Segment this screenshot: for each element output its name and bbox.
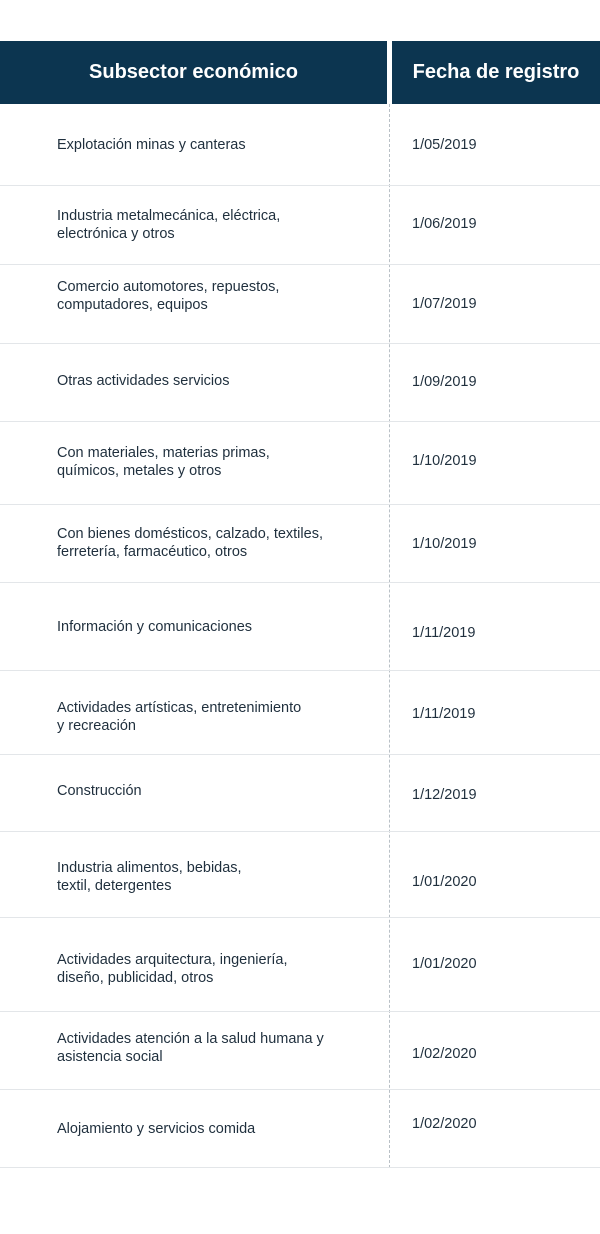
table-row [0, 755, 600, 832]
date-cell: 1/11/2019 [412, 706, 476, 722]
subsector-cell: Construcción [57, 783, 142, 799]
table-row [0, 104, 600, 186]
table-row [0, 671, 600, 755]
subsector-cell: Información y comunicaciones [57, 619, 253, 635]
table-row [0, 265, 600, 344]
table-header [0, 41, 600, 104]
header-date: Fecha de registro [392, 41, 600, 104]
table-row [0, 344, 600, 422]
subsector-cell: Comercio automotores, repuestos, computadores, equipos [57, 279, 280, 313]
table-row [0, 583, 600, 671]
date-cell: 1/02/2020 [412, 1116, 477, 1132]
subsector-cell: Industria metalmecánica, eléctrica, electrónica y otros [57, 208, 281, 242]
table-row [0, 1090, 600, 1168]
date-cell: 1/05/2019 [412, 137, 477, 153]
date-cell: 1/06/2019 [412, 216, 477, 232]
date-cell: 1/01/2020 [412, 956, 477, 972]
subsector-cell: Explotación minas y canteras [57, 137, 246, 153]
subsector-cell: Industria alimentos, bebidas, textil, detergentes [57, 860, 242, 894]
date-cell: 1/10/2019 [412, 453, 477, 469]
date-cell: 1/10/2019 [412, 536, 477, 552]
subsector-cell: Alojamiento y servicios comida [57, 1121, 256, 1137]
table-row [0, 1012, 600, 1090]
header-subsector: Subsector económico [0, 41, 387, 104]
table-row [0, 918, 600, 1012]
subsector-cell: Con bienes domésticos, calzado, textiles, ferretería, farmacéutico, otros [57, 526, 323, 560]
table-body [0, 104, 600, 1168]
date-cell: 1/09/2019 [412, 374, 477, 390]
table-row [0, 832, 600, 918]
subsector-cell: Con materiales, materias primas, químicos, metales y otros [57, 445, 270, 479]
date-cell: 1/01/2020 [412, 874, 477, 890]
date-cell: 1/02/2020 [412, 1046, 477, 1062]
table-row [0, 422, 600, 505]
subsector-cell: Actividades atención a la salud humana y asistencia social [57, 1031, 324, 1065]
registration-table [0, 41, 600, 1168]
table-row [0, 505, 600, 583]
date-cell: 1/11/2019 [412, 625, 476, 641]
date-cell: 1/12/2019 [412, 787, 477, 803]
table-row [0, 186, 600, 265]
date-cell: 1/07/2019 [412, 296, 477, 312]
subsector-cell: Actividades artísticas, entretenimiento y recreación [57, 700, 302, 734]
subsector-cell: Otras actividades servicios [57, 373, 230, 389]
subsector-cell: Actividades arquitectura, ingeniería, diseño, publicidad, otros [57, 952, 288, 986]
